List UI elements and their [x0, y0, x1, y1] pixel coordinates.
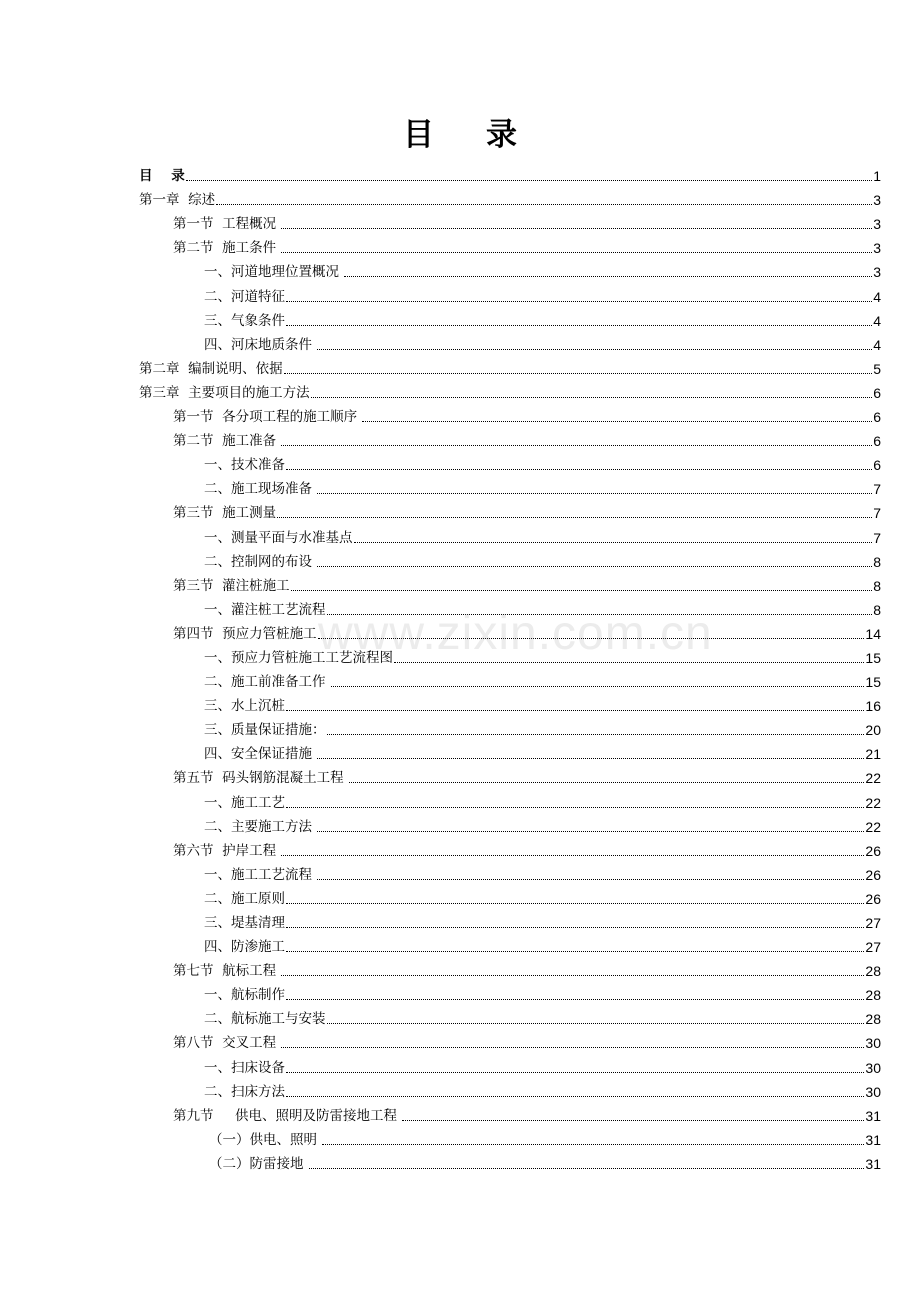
toc-entry-page: 7 — [873, 505, 881, 522]
toc-entry-page: 27 — [865, 939, 881, 956]
toc-entry-page: 27 — [865, 915, 881, 931]
table-of-contents — [139, 161, 881, 1173]
toc-dot-leader — [286, 951, 864, 952]
toc-entry[interactable] — [139, 980, 881, 1004]
toc-entry[interactable] — [139, 1052, 881, 1076]
toc-entry-page: 1 — [873, 168, 881, 185]
toc-dot-leader — [286, 325, 872, 326]
toc-entry-page: 20 — [865, 722, 881, 739]
toc-entry-page: 7 — [873, 481, 881, 498]
toc-entry-page: 26 — [865, 866, 881, 883]
toc-entry-label: 一、测量平面与水准基点 — [204, 529, 353, 546]
toc-dot-leader — [284, 373, 873, 374]
toc-entry[interactable] — [139, 619, 881, 643]
toc-entry[interactable] — [139, 426, 881, 450]
toc-dot-leader — [281, 1047, 864, 1048]
toc-entry[interactable] — [139, 354, 881, 378]
toc-dot-leader — [344, 276, 872, 277]
toc-entry[interactable] — [139, 956, 881, 980]
toc-entry-label: 二、河道特征 — [204, 288, 285, 305]
toc-entry-label: 一、施工工艺流程 — [204, 866, 317, 883]
toc-entry-page: 28 — [865, 1011, 881, 1028]
toc-dot-leader — [216, 204, 872, 205]
toc-entry-label: 一、技术准备 — [204, 457, 285, 474]
toc-dot-leader — [362, 421, 872, 422]
toc-entry-page: 3 — [873, 264, 881, 281]
toc-dot-leader — [317, 758, 864, 759]
toc-entry[interactable] — [139, 812, 881, 836]
toc-entry-page: 21 — [865, 746, 881, 763]
toc-entry-page: 4 — [873, 288, 881, 305]
toc-dot-leader — [281, 445, 872, 446]
toc-dot-leader — [186, 180, 872, 181]
toc-entry-label: 第五节 码头钢筋混凝土工程 — [173, 770, 348, 787]
toc-entry-page: 4 — [873, 312, 881, 329]
toc-dot-leader — [286, 710, 864, 711]
toc-entry-page: 22 — [865, 818, 881, 835]
toc-entry[interactable] — [139, 330, 881, 354]
toc-title — [0, 113, 920, 157]
toc-entry-page: 22 — [865, 794, 881, 811]
toc-entry[interactable] — [139, 185, 881, 209]
toc-dot-leader — [322, 1144, 864, 1145]
toc-entry-label: 四、防渗施工 — [204, 939, 285, 956]
toc-dot-leader — [317, 879, 864, 880]
toc-entry-page: 8 — [873, 553, 881, 570]
toc-entry-label: 第一节 各分项工程的施工顺序 — [173, 409, 362, 426]
toc-entry-label: 一、施工工艺 — [204, 794, 285, 811]
toc-entry-page: 5 — [873, 360, 881, 377]
toc-entry-label: 四、安全保证措施 — [204, 746, 317, 763]
toc-entry-page: 3 — [873, 216, 881, 233]
toc-entry[interactable] — [139, 739, 881, 763]
toc-entry-page: 28 — [865, 963, 881, 980]
toc-entry-label: 一、预应力管桩施工工艺流程图 — [204, 649, 393, 666]
toc-dot-leader — [327, 614, 873, 615]
toc-entry-label: 三、堤基清理 — [204, 915, 285, 931]
toc-dot-leader — [286, 999, 864, 1000]
toc-entry-page: 6 — [873, 384, 881, 401]
toc-entry-page: 8 — [873, 601, 881, 618]
toc-entry-page: 26 — [865, 890, 881, 907]
toc-entry[interactable] — [139, 1004, 881, 1028]
toc-entry-label: 一、扫床设备 — [204, 1059, 285, 1076]
toc-dot-leader — [291, 590, 873, 591]
toc-entry-page: 22 — [865, 770, 881, 787]
toc-entry[interactable] — [139, 763, 881, 787]
toc-entry-label: 三、质量保证措施： — [204, 722, 326, 739]
toc-entry-page: 15 — [865, 649, 881, 666]
toc-entry-label: 第三节 灌注桩施工 — [173, 577, 290, 594]
toc-dot-leader — [402, 1120, 864, 1121]
toc-entry-label: 二、施工原则 — [204, 890, 285, 907]
watermark: www.zixin.com.cn — [318, 607, 713, 660]
toc-entry-label: 第九节 供电、照明及防雷接地工程 — [173, 1107, 402, 1124]
toc-dot-leader — [281, 855, 864, 856]
toc-dot-leader — [281, 252, 872, 253]
toc-entry-label: 第二节 施工条件 — [173, 240, 281, 257]
toc-dot-leader — [286, 903, 864, 904]
toc-dot-leader — [286, 469, 872, 470]
toc-dot-leader — [277, 517, 872, 518]
toc-dot-leader — [281, 228, 872, 229]
toc-entry[interactable] — [139, 836, 881, 860]
toc-entry[interactable] — [139, 1149, 881, 1173]
toc-dot-leader — [318, 638, 865, 639]
toc-entry-label: （一）供电、照明 — [209, 1131, 322, 1148]
toc-entry[interactable] — [139, 498, 881, 522]
toc-entry-page: 31 — [865, 1107, 881, 1124]
toc-entry[interactable] — [139, 547, 881, 571]
toc-entry-label: 二、控制网的布设 — [204, 553, 317, 570]
toc-entry-label: （二）防雷接地 — [209, 1155, 308, 1172]
toc-entry-label: 二、扫床方法 — [204, 1083, 285, 1100]
toc-entry-page: 7 — [873, 529, 881, 546]
toc-dot-leader — [317, 349, 872, 350]
toc-entry[interactable] — [139, 691, 881, 715]
toc-title-char-2: 录 — [486, 117, 517, 153]
toc-entry-label: 一、航标制作 — [204, 987, 285, 1004]
toc-entry[interactable] — [139, 667, 881, 691]
toc-entry-label: 二、航标施工与安装 — [204, 1011, 326, 1028]
toc-entry-page: 4 — [873, 336, 881, 353]
toc-entry[interactable] — [139, 474, 881, 498]
toc-entry[interactable] — [139, 281, 881, 305]
toc-entry[interactable] — [139, 402, 881, 426]
toc-entry-page: 14 — [865, 625, 881, 642]
toc-entry[interactable] — [139, 787, 881, 811]
toc-entry-label: 第四节 预应力管桩施工 — [173, 625, 317, 642]
toc-dot-leader — [317, 493, 872, 494]
toc-entry-page: 3 — [873, 240, 881, 257]
toc-entry-label: 第六节 护岸工程 — [173, 842, 281, 859]
toc-dot-leader — [286, 927, 864, 928]
toc-entry[interactable] — [139, 595, 881, 619]
toc-entry-label: 第八节 交叉工程 — [173, 1035, 281, 1052]
toc-entry-label: 一、河道地理位置概况 — [204, 264, 344, 281]
toc-dot-leader — [286, 1072, 864, 1073]
toc-entry[interactable] — [139, 1101, 881, 1125]
toc-entry-label: 第二节 施工准备 — [173, 433, 281, 450]
toc-entry-label: 三、水上沉桩 — [204, 698, 285, 715]
toc-dot-leader — [327, 734, 865, 735]
toc-entry-page: 31 — [865, 1155, 881, 1172]
toc-entry-page: 6 — [873, 409, 881, 426]
toc-entry[interactable] — [139, 450, 881, 474]
toc-dot-leader — [286, 807, 864, 808]
toc-dot-leader — [286, 301, 872, 302]
toc-entry-label: 二、施工前准备工作 — [204, 674, 330, 691]
toc-entry-label: 第三章 主要项目的施工方法 — [139, 384, 310, 401]
toc-entry-page: 16 — [865, 698, 881, 715]
toc-entry[interactable] — [139, 378, 881, 402]
toc-entry-label: 二、主要施工方法 — [204, 818, 317, 835]
toc-entry-label: 第七节 航标工程 — [173, 963, 281, 980]
toc-entry[interactable] — [139, 1125, 881, 1149]
toc-entry-page: 8 — [873, 577, 881, 594]
toc-entry-page: 30 — [865, 1059, 881, 1076]
toc-entry-label: 第一章 综述 — [139, 192, 216, 209]
toc-dot-leader — [281, 975, 864, 976]
toc-dot-leader — [317, 566, 872, 567]
toc-entry[interactable] — [139, 209, 881, 233]
toc-dot-leader — [317, 831, 864, 832]
toc-dot-leader — [309, 1168, 865, 1169]
toc-entry[interactable] — [139, 233, 881, 257]
toc-dot-leader — [354, 542, 873, 543]
toc-entry-page: 30 — [865, 1035, 881, 1052]
toc-entry-label: 二、施工现场准备 — [204, 481, 317, 498]
toc-entry-label: 四、河床地质条件 — [204, 336, 317, 353]
toc-entry[interactable] — [139, 715, 881, 739]
toc-dot-leader — [311, 397, 873, 398]
toc-entry-page: 15 — [865, 674, 881, 691]
toc-entry[interactable] — [139, 522, 881, 546]
toc-entry-page: 31 — [865, 1131, 881, 1148]
toc-entry-label: 三、气象条件 — [204, 312, 285, 329]
toc-dot-leader — [331, 686, 865, 687]
toc-dot-leader — [349, 782, 865, 783]
toc-entry-label: 第二章 编制说明、依据 — [139, 360, 283, 377]
toc-dot-leader — [286, 1096, 864, 1097]
toc-entry-label: 一、灌注桩工艺流程 — [204, 601, 326, 618]
toc-dot-leader — [394, 662, 864, 663]
toc-entry-label: 第三节 施工测量 — [173, 505, 277, 522]
toc-entry[interactable] — [139, 932, 881, 956]
toc-entry-page: 28 — [865, 987, 881, 1004]
toc-entry-page: 26 — [865, 842, 881, 859]
toc-entry[interactable] — [139, 1077, 881, 1101]
toc-entry-page: 30 — [865, 1083, 881, 1100]
toc-title-char-1: 目 — [403, 117, 434, 153]
toc-entry[interactable] — [139, 1028, 881, 1052]
toc-entry-label: 第一节 工程概况 — [173, 216, 281, 233]
toc-entry[interactable] — [139, 908, 881, 932]
toc-entry[interactable] — [139, 161, 881, 185]
toc-entry-page: 6 — [873, 433, 881, 450]
toc-entry[interactable] — [139, 643, 881, 667]
toc-entry-label: 目 录 — [139, 168, 185, 185]
toc-entry[interactable] — [139, 257, 881, 281]
toc-entry-page: 3 — [873, 192, 881, 209]
toc-entry[interactable] — [139, 306, 881, 330]
toc-dot-leader — [327, 1023, 865, 1024]
toc-entry[interactable] — [139, 860, 881, 884]
toc-entry[interactable] — [139, 571, 881, 595]
toc-entry-page: 6 — [873, 457, 881, 474]
toc-entry[interactable] — [139, 884, 881, 908]
